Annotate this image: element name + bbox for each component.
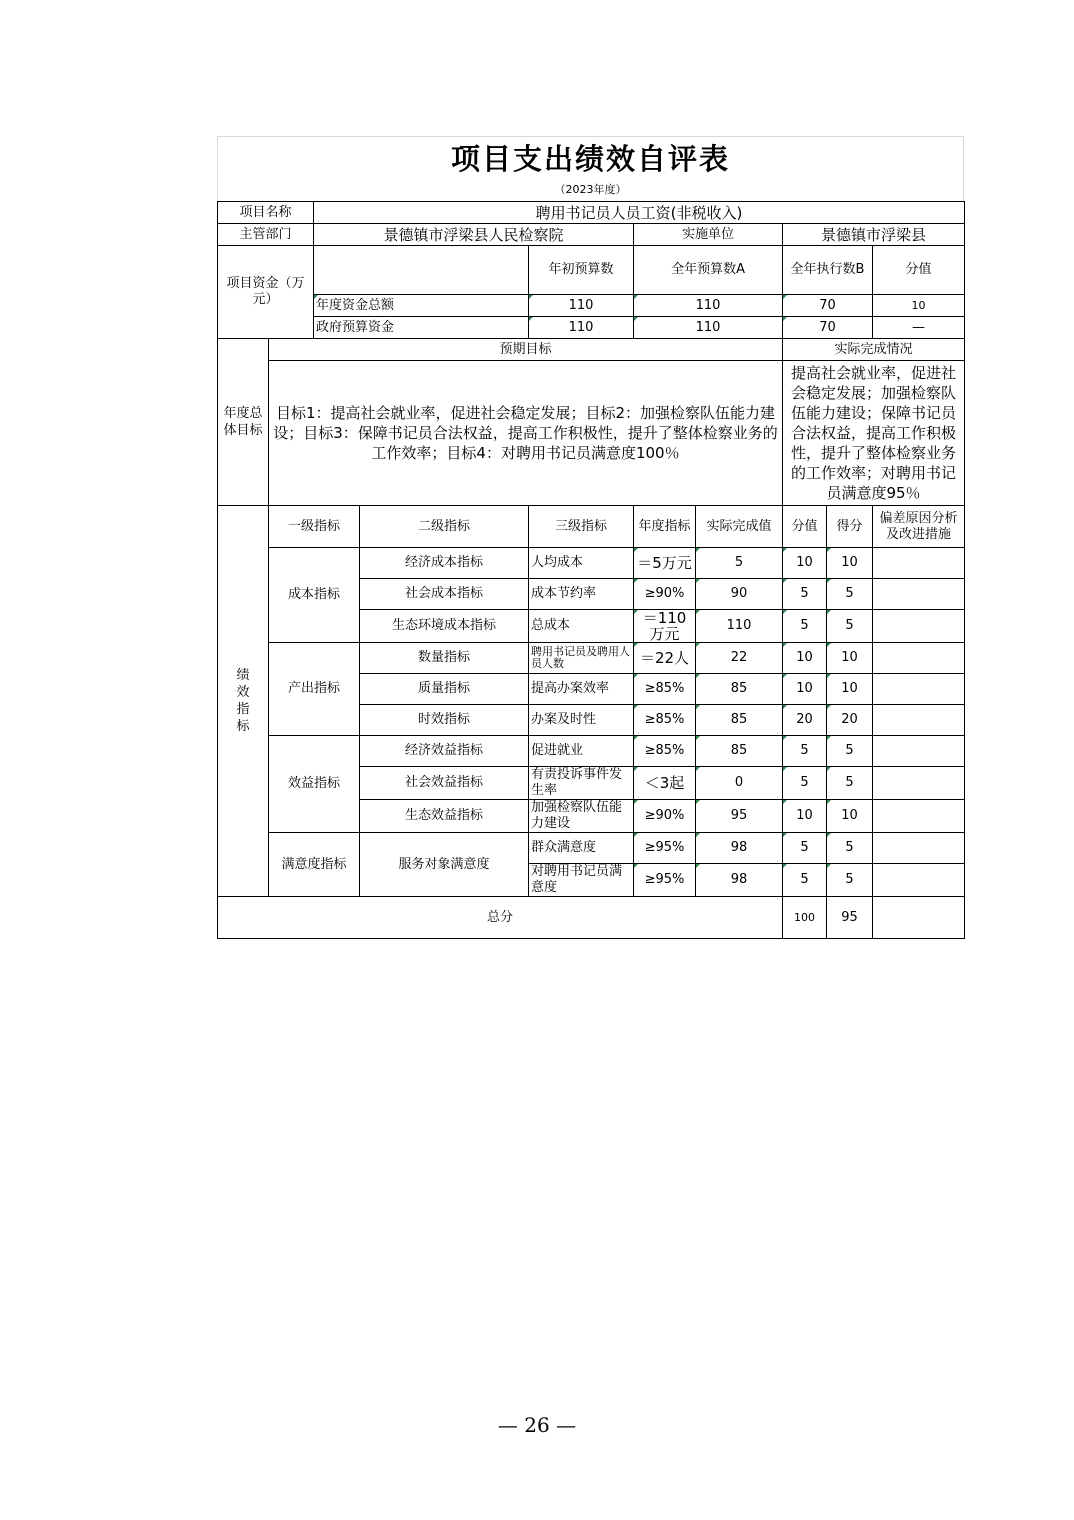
perf-l3: 促进就业: [529, 736, 634, 767]
perf-target: ＜3起: [634, 767, 696, 800]
perf-header-l2: 二级指标: [360, 506, 529, 548]
perf-weight: 5: [783, 864, 827, 897]
perf-analysis: [873, 548, 965, 579]
perf-header-weight: 分值: [783, 506, 827, 548]
perf-score: 20: [827, 705, 873, 736]
perf-weight: 5: [783, 833, 827, 864]
perf-header-l3: 三级指标: [529, 506, 634, 548]
funds-row-full: 110: [634, 295, 783, 317]
perf-l3: 有责投诉事件发生率: [529, 767, 634, 800]
perf-weight: 10: [783, 800, 827, 833]
perf-l2: 社会成本指标: [360, 579, 529, 610]
total-analysis: [873, 897, 965, 939]
perf-l3: 提高办案效率: [529, 674, 634, 705]
perf-weight: 20: [783, 705, 827, 736]
perf-l3: 加强检察队伍能力建设: [529, 800, 634, 833]
goals-expected-text: 目标1：提高社会就业率，促进社会稳定发展；目标2：加强检察队伍能力建设；目标3：保障书记员合法权益，提高工作积极性，提升了整体检察业务的工作效率；目标4：对聘用书记员满意度100％: [269, 361, 783, 506]
perf-l1-cost: 成本指标: [269, 548, 360, 643]
perf-analysis: [873, 705, 965, 736]
perf-weight: 5: [783, 610, 827, 643]
goals-actual-text: 提高社会就业率，促进社会稳定发展；加强检察队伍能力建设；保障书记员合法权益，提高工作积极性，提升了整体检察业务的工作效率；对聘用书记员满意度95％: [783, 361, 965, 506]
perf-score: 10: [827, 548, 873, 579]
goals-expected-header: 预期目标: [269, 339, 783, 361]
project-name: 聘用书记员人员工资(非税收入): [314, 202, 965, 224]
perf-score: 5: [827, 736, 873, 767]
perf-weight: 5: [783, 579, 827, 610]
perf-l2: 经济成本指标: [360, 548, 529, 579]
funds-header-exec: 全年执行数B: [783, 246, 873, 295]
goals-actual-header: 实际完成情况: [783, 339, 965, 361]
perf-actual: 90: [696, 579, 783, 610]
perf-actual: 22: [696, 643, 783, 674]
perf-l3: 办案及时性: [529, 705, 634, 736]
perf-actual: 98: [696, 864, 783, 897]
funds-row-exec: 70: [783, 317, 873, 339]
perf-header-l1: 一级指标: [269, 506, 360, 548]
perf-l3: 成本节约率: [529, 579, 634, 610]
perf-score: 5: [827, 833, 873, 864]
perf-score: 5: [827, 864, 873, 897]
funds-row-name: 年度资金总额: [314, 295, 529, 317]
perf-analysis: [873, 674, 965, 705]
perf-header-analysis: 偏差原因分析及改进措施: [873, 506, 965, 548]
perf-l1-satisfaction: 满意度指标: [269, 833, 360, 897]
evaluation-table: [217, 201, 965, 939]
perf-l2: 时效指标: [360, 705, 529, 736]
perf-actual: 110: [696, 610, 783, 643]
perf-l2: 质量指标: [360, 674, 529, 705]
perf-l3: 对聘用书记员满意度: [529, 864, 634, 897]
perf-l2: 数量指标: [360, 643, 529, 674]
funds-row-full: 110: [634, 317, 783, 339]
perf-target: ≥90%: [634, 800, 696, 833]
funds-header-blank: [314, 246, 529, 295]
perf-l3: 总成本: [529, 610, 634, 643]
funds-row-exec: 70: [783, 295, 873, 317]
perf-l2: 社会效益指标: [360, 767, 529, 800]
perf-target: ≥90%: [634, 579, 696, 610]
goals-label: 年度总体目标: [218, 339, 269, 506]
sheet-year: （2023年度）: [217, 179, 964, 201]
perf-target: ＝5万元: [634, 548, 696, 579]
perf-analysis: [873, 767, 965, 800]
perf-l2: 生态环境成本指标: [360, 610, 529, 643]
total-label: 总分: [218, 897, 783, 939]
page-number: — 26 —: [497, 1413, 577, 1437]
funds-header-initial: 年初预算数: [529, 246, 634, 295]
perf-weight: 5: [783, 736, 827, 767]
perf-target: ＝110万元: [634, 610, 696, 643]
perf-header-score: 得分: [827, 506, 873, 548]
project-name-label: 项目名称: [218, 202, 314, 224]
perf-header-actual: 实际完成值: [696, 506, 783, 548]
funds-header-weight: 分值: [873, 246, 965, 295]
perf-weight: 10: [783, 674, 827, 705]
perf-header-target: 年度指标: [634, 506, 696, 548]
perf-l2: 生态效益指标: [360, 800, 529, 833]
performance-sheet: [217, 136, 964, 939]
perf-actual: 0: [696, 767, 783, 800]
perf-analysis: [873, 736, 965, 767]
perf-weight: 10: [783, 548, 827, 579]
perf-score: 10: [827, 800, 873, 833]
funds-row-name: 政府预算资金: [314, 317, 529, 339]
perf-score: 10: [827, 643, 873, 674]
perf-l2: 经济效益指标: [360, 736, 529, 767]
perf-analysis: [873, 643, 965, 674]
dept-value: 景德镇市浮梁县人民检察院: [314, 224, 634, 246]
impl-value: 景德镇市浮梁县: [783, 224, 965, 246]
funds-row-initial: 110: [529, 295, 634, 317]
funds-label: 项目资金（万元）: [218, 246, 314, 339]
funds-row-initial: 110: [529, 317, 634, 339]
sheet-title: 项目支出绩效自评表: [217, 136, 964, 179]
total-weight: 100: [783, 897, 827, 939]
dept-label: 主管部门: [218, 224, 314, 246]
impl-label: 实施单位: [634, 224, 783, 246]
perf-analysis: [873, 579, 965, 610]
perf-l3: 群众满意度: [529, 833, 634, 864]
perf-analysis: [873, 833, 965, 864]
perf-score: 5: [827, 579, 873, 610]
perf-actual: 95: [696, 800, 783, 833]
perf-l1-output: 产出指标: [269, 643, 360, 736]
perf-weight: 10: [783, 643, 827, 674]
perf-target: ≥95%: [634, 864, 696, 897]
perf-target: ≥85%: [634, 674, 696, 705]
perf-actual: 5: [696, 548, 783, 579]
perf-target: ≥95%: [634, 833, 696, 864]
perf-analysis: [873, 800, 965, 833]
total-score: 95: [827, 897, 873, 939]
perf-score: 10: [827, 674, 873, 705]
perf-target: ＝22人: [634, 643, 696, 674]
perf-actual: 85: [696, 736, 783, 767]
perf-score: 5: [827, 767, 873, 800]
perf-l1-benefit: 效益指标: [269, 736, 360, 833]
perf-score: 5: [827, 610, 873, 643]
funds-row-weight: 10: [873, 295, 965, 317]
funds-header-full: 全年预算数A: [634, 246, 783, 295]
perf-l2: 服务对象满意度: [360, 833, 529, 897]
perf-actual: 85: [696, 705, 783, 736]
perf-target: ≥85%: [634, 736, 696, 767]
perf-actual: 85: [696, 674, 783, 705]
perf-actual: 98: [696, 833, 783, 864]
funds-row-weight: —: [873, 317, 965, 339]
perf-analysis: [873, 864, 965, 897]
perf-l3: 聘用书记员及聘用人员人数: [529, 643, 634, 674]
perf-analysis: [873, 610, 965, 643]
perf-weight: 5: [783, 767, 827, 800]
perf-target: ≥85%: [634, 705, 696, 736]
perf-l3: 人均成本: [529, 548, 634, 579]
performance-label: 绩效指标: [218, 506, 269, 897]
